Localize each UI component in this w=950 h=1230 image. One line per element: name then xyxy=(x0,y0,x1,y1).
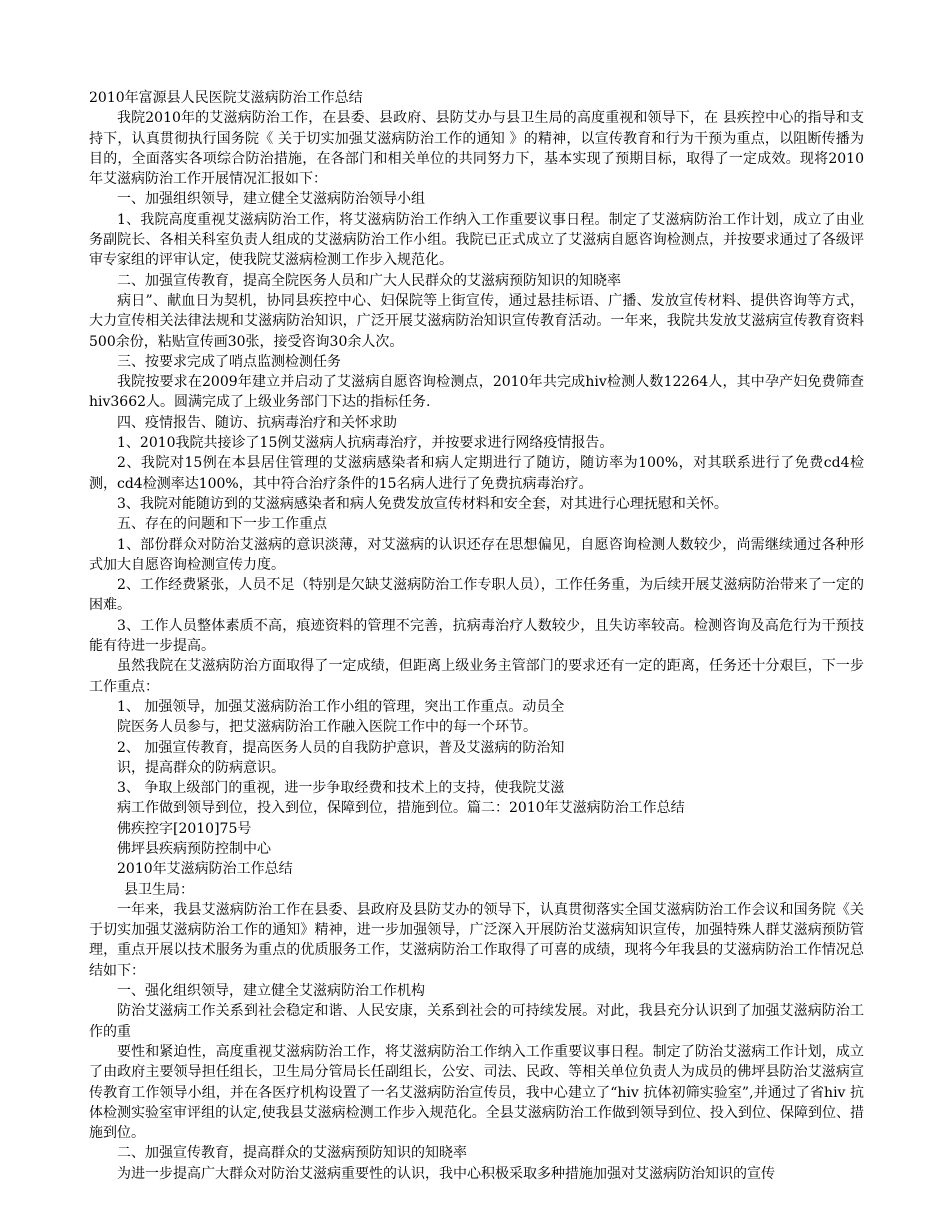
paragraph: 3、我院对能随访到的艾滋病感染者和病人免费发放宣传材料和安全套，对其进行心理抚慰和关怀。 xyxy=(117,495,728,512)
paragraph: 1、部份群众对防治艾滋病的意识淡薄，对艾滋病的认识还存在思想偏见，自愿咨询检测人数较少，尚需继续通过各种形式加大自愿咨询检测宣传力度。 xyxy=(89,536,864,573)
paragraph: 一年来，我县艾滋病防治工作在县委、县政府及县防艾办的领导下，认真贯彻落实全国艾滋病防治工作会议和国务院《关于切实加强艾滋病防治工作的通知》精神，进一步加强领导，广泛深入开展防治艾滋病知识宣传，加强特殊人群艾滋病预防管理，重点开展以技术服务为重点的优质服务工作，艾滋病防治工作取得了可喜的成绩，现将今年我县的艾滋病防治工作情况总结如下： xyxy=(89,901,864,979)
paragraph: 2、我院对15例在本县居住管理的艾滋病感染者和病人定期进行了随访，随访率为100%，对其联系进行了免费cd4检测，cd4检测率达100%，其中符合治疗条件的15名病人进行了免费抗病毒治疗。 xyxy=(89,455,864,492)
paragraph: 我院2010年的艾滋病防治工作，在县委、县政府、县防艾办与县卫生局的高度重视和领导下，在 县疾控中心的指导和支持下，认真贯彻执行国务院《 关于切实加强艾滋病防治工作的通知 》的精神，以宣传教育和行为干预为重点，以阻断传播为目的，全面落实各项综合防治措施，在各部门和相关单位的共同努力下，基本实现了预期目标，取得了一定成效。现将2010年艾滋病防治工作开展情况汇报如下： xyxy=(89,110,864,188)
section-heading: 五、存在的问题和下一步工作重点 xyxy=(117,516,327,533)
document-title: 2010年富源县人民医院艾滋病防治工作总结 xyxy=(89,90,363,106)
paragraph: 院医务人员参与，把艾滋病防治工作融入医院工作中的每一个环节。 xyxy=(117,719,537,736)
paragraph: 识，提高群众的防病意识。 xyxy=(117,759,285,776)
section-heading: 三、按要求完成了哨点监测检测任务 xyxy=(117,353,341,370)
paragraph: 病日”、献血日为契机，协同县疾控中心、妇保院等上街宣传，通过悬挂标语、广播、发放宣传材料、提供咨询等方式，大力宣传相关法律法规和艾滋病防治知识，广泛开展艾滋病防治知识宣传教育活动。一年来，我院共发放艾滋病宣传教育资料500余份，粘贴宣传画30张，接受咨询30余人次。 xyxy=(89,292,864,350)
paragraph: 病工作做到领导到位，投入到位，保障到位，措施到位。篇二：2010年艾滋病防治工作总结 xyxy=(117,800,685,817)
document-number: 佛疾控字[2010]75号 xyxy=(117,820,252,837)
section-heading: 二、加强宣传教育，提高全院医务人员和广大人民群众的艾滋病预防知识的知晓率 xyxy=(117,272,621,289)
paragraph: 1、2010我院共接诊了15例艾滋病人抗病毒治疗，并按要求进行网络疫情报告。 xyxy=(117,435,614,452)
paragraph: 要性和紧迫性，高度重视艾滋病防治工作，将艾滋病防治工作纳入工作重要议事日程。制定了防治艾滋病工作计划，成立了由政府主要领导担任组长，卫生局分管局长任副组长，公安、司法、民政、等相关单位负责人为成员的佛坪县防治艾滋病宣传教育工作领导小组，并在各医疗机构设置了一名艾滋病防治宣传员，我中心建立了“hiv 抗体初筛实验室”,并通过了省hiv 抗体检测实验室审评组的认定,使我县艾滋病检测工作步入规范化。全县艾滋病防治工作做到领导到位、投入到位、保障到位、措施到位。 xyxy=(89,1043,864,1142)
salutation: 县卫生局： xyxy=(124,881,194,898)
subdocument-title: 2010年艾滋病防治工作总结 xyxy=(117,861,293,878)
paragraph: 虽然我院在艾滋病防治方面取得了一定成绩，但距离上级业务主管部门的要求还有一定的距离，任务还十分艰巨，下一步工作重点： xyxy=(89,658,864,695)
paragraph: 2、工作经费紧张，人员不足（特别是欠缺艾滋病防治工作专职人员），工作任务重，为后续开展艾滋病防治带来了一定的困难。 xyxy=(89,577,864,614)
paragraph: 3、工作人员整体素质不高，痕迹资料的管理不完善，抗病毒治疗人数较少，且失访率较高。检测咨询及高危行为干预技能有待进一步提高。 xyxy=(89,617,864,655)
paragraph: 3、 争取上级部门的重视，进一步争取经费和技术上的支持，使我院艾滋 xyxy=(117,780,565,797)
document-page xyxy=(89,88,864,1184)
paragraph: 2、 加强宣传教育，提高医务人员的自我防护意识，普及艾滋病的防治知 xyxy=(117,739,565,756)
section-heading: 四、疫情报告、随访、抗病毒治疗和关怀求助 xyxy=(117,414,397,431)
paragraph: 我院按要求在2009年建立并启动了艾滋病自愿咨询检测点，2010年共完成hiv检测人数12264人，其中孕产妇免费筛查hiv3662人。圆满完成了上级业务部门下达的指标任务. xyxy=(89,374,864,411)
paragraph: 1、 加强领导，加强艾滋病防治工作小组的管理，突出工作重点。动员全 xyxy=(117,698,565,715)
paragraph: 防治艾滋病工作关系到社会稳定和谐、人民安康，关系到社会的可持续发展。对此，我县充分认识到了加强艾滋病防治工作的重 xyxy=(89,1003,864,1040)
section-heading: 一、强化组织领导，建立健全艾滋病防治工作机构 xyxy=(117,983,425,1000)
paragraph: 1、我院高度重视艾滋病防治工作，将艾滋病防治工作纳入工作重要议事日程。制定了艾滋病防治工作计划，成立了由业务副院长、各相关科室负责人组成的艾滋病防治工作小组。我院已正式成立了艾滋病自愿咨询检测点，并按要求通过了各级评审专家组的评审认定，使我院艾滋病检测工作步入规范化。 xyxy=(89,211,864,269)
section-heading: 二、加强宣传教育，提高群众的艾滋病预防知识的知晓率 xyxy=(117,1145,467,1162)
paragraph: 为进一步提高广大群众对防治艾滋病重要性的认识，我中心积极采取多种措施加强对艾滋病防治知识的宣传 xyxy=(117,1165,775,1182)
organization-name: 佛坪县疾病预防控制中心 xyxy=(117,840,271,857)
section-heading: 一、加强组织领导，建立健全艾滋病防治领导小组 xyxy=(117,191,425,208)
